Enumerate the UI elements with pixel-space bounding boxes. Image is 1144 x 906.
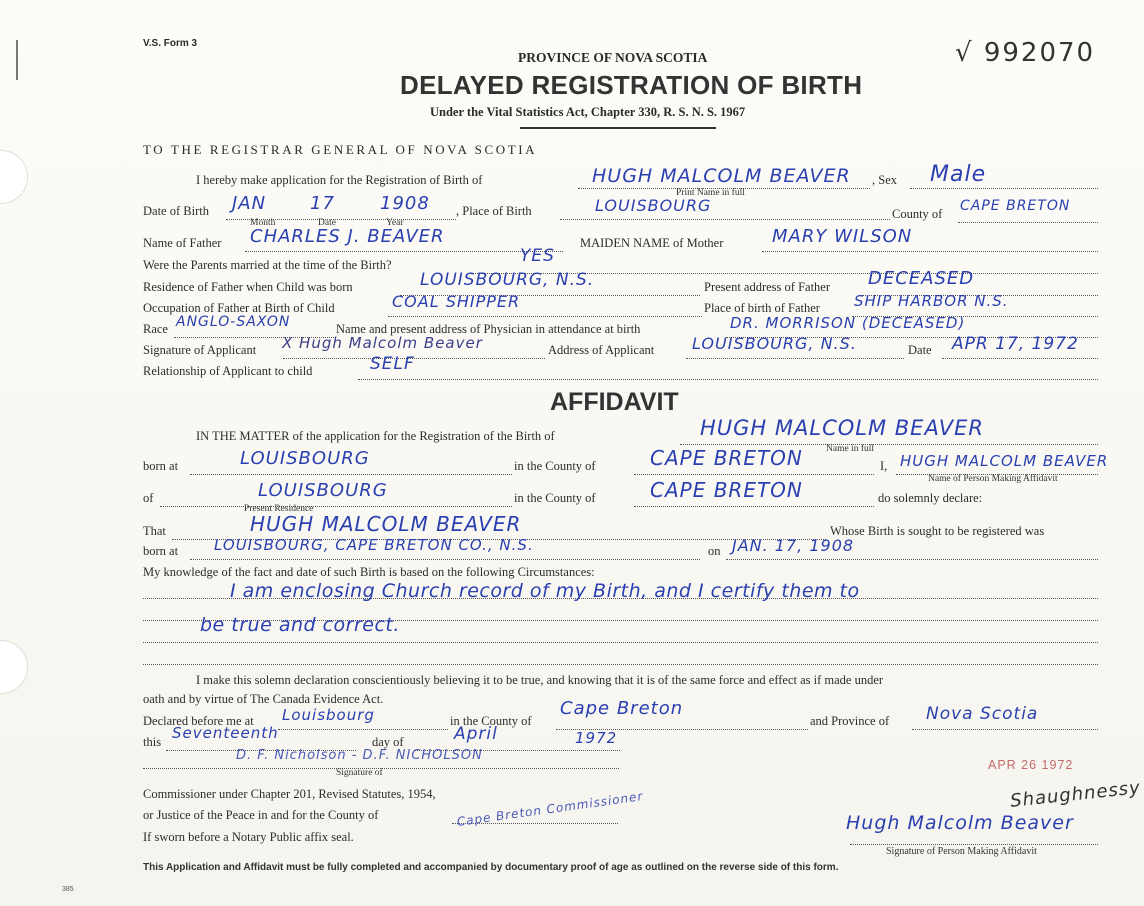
- race-label: Race: [143, 322, 168, 336]
- page-title: DELAYED REGISTRATION OF BIRTH: [400, 70, 863, 100]
- province-value: Nova Scotia: [926, 704, 1039, 724]
- on-label: on: [708, 544, 721, 558]
- name-in-full-hint: Name in full: [826, 444, 875, 454]
- year-hint: Year: [386, 218, 404, 228]
- registrar-signature: Shaughnessy: [1009, 777, 1142, 812]
- print-name-hint: Print Name in full: [676, 188, 745, 198]
- born-at-label-2: born at: [143, 544, 179, 558]
- birth-day-value: 17: [310, 193, 335, 214]
- province-heading: PROVINCE OF NOVA SCOTIA: [518, 50, 708, 65]
- born-at-label: born at: [143, 459, 179, 473]
- married-value: YES: [520, 246, 555, 266]
- residence-label: Residence of Father when Child was born: [143, 280, 353, 294]
- solemn-declaration: I make this solemn declaration conscientiously believing it to be true, and knowing that it is of the same force and effect as if made under: [196, 673, 884, 687]
- declared-place: Louisbourg: [282, 706, 375, 724]
- oath-line: oath and by virtue of The Canada Evidence Act.: [143, 692, 384, 706]
- county-value: CAPE BRETON: [960, 198, 1071, 214]
- father-value: CHARLES J. BEAVER: [250, 226, 445, 247]
- county-label: County of: [892, 207, 943, 221]
- relationship-value: SELF: [370, 354, 415, 374]
- punch-hole: [0, 150, 28, 204]
- physician-label: Name and present address of Physician in attendance at birth: [336, 322, 641, 336]
- declared-year: 1972: [575, 729, 618, 747]
- father-label: Name of Father: [143, 236, 222, 250]
- birth-year-value: 1908: [380, 193, 430, 214]
- date-value: APR 17, 1972: [952, 334, 1079, 354]
- applicant-address-label: Address of Applicant: [548, 343, 655, 357]
- subtitle: Under the Vital Statistics Act, Chapter 330, R. S. N. S. 1967: [430, 105, 746, 119]
- affiant-signature: Hugh Malcolm Beaver: [846, 812, 1074, 834]
- applicant-address-value: LOUISBOURG, N.S.: [692, 334, 857, 353]
- province-label: and Province of: [810, 714, 890, 728]
- applicant-signature: X Hugh Malcolm Beaver: [282, 334, 483, 352]
- born-at-value: LOUISBOURG: [240, 448, 370, 469]
- mother-label: MAIDEN NAME of Mother: [580, 236, 724, 250]
- county-label-1: in the County of: [514, 459, 596, 473]
- footer-note: This Application and Affidavit must be fully completed and accompanied by documentary proof of age as outlined on the reverse side of this form.: [143, 862, 839, 873]
- affiant-name-hint: Name of Person Making Affidavit: [928, 474, 1058, 484]
- affiant-name: HUGH MALCOLM BEAVER: [900, 452, 1109, 470]
- declared-day: Seventeenth: [172, 724, 279, 742]
- commissioner-label: Commissioner under Chapter 201, Revised Statutes, 1954,: [143, 787, 436, 801]
- present-residence-hint: Present Residence: [244, 504, 314, 514]
- affidavit-child-name: HUGH MALCOLM BEAVER: [700, 416, 984, 440]
- race-value: ANGLO-SAXON: [176, 314, 291, 330]
- matter-label: IN THE MATTER of the application for the Registration of the Birth of: [196, 429, 555, 443]
- sex-label: , Sex: [872, 173, 897, 187]
- place-label: , Place of Birth: [456, 204, 532, 218]
- serial-number: √ 992070: [955, 38, 1096, 68]
- margin-mark: [16, 40, 18, 80]
- commissioner-stamp: Cape Breton Commissioner: [455, 788, 645, 830]
- born-at-value-2: LOUISBOURG, CAPE BRETON CO., N.S.: [214, 536, 534, 554]
- signature-of-hint: Signature of: [336, 768, 383, 778]
- place-value: LOUISBOURG: [595, 196, 712, 215]
- applicant-signature-label: Signature of Applicant: [143, 343, 257, 357]
- that-label: That: [143, 524, 166, 538]
- affidavit-heading: AFFIDAVIT: [550, 388, 679, 416]
- relationship-label: Relationship of Applicant to child: [143, 364, 313, 378]
- dob-label: Date of Birth: [143, 204, 209, 218]
- birth-month-value: JAN: [232, 193, 267, 214]
- residence-value: LOUISBOURG, N.S.: [420, 270, 595, 290]
- intro-label: I hereby make application for the Registration of Birth of: [196, 173, 483, 187]
- sex-value: Male: [930, 162, 987, 187]
- mother-value: MARY WILSON: [772, 226, 913, 247]
- date-label: Date: [908, 343, 932, 357]
- circumstances-line-2: be true and correct.: [200, 614, 400, 636]
- day-of-label: day of: [372, 735, 404, 749]
- affiant-signature-hint: Signature of Person Making Affidavit: [886, 846, 1037, 857]
- declared-label: Declared before me at: [143, 714, 254, 728]
- whose-birth-label: Whose Birth is sought to be registered was: [830, 524, 1045, 538]
- form-number: V.S. Form 3: [143, 38, 198, 49]
- county-value-2: CAPE BRETON: [650, 478, 803, 502]
- child-name-value: HUGH MALCOLM BEAVER: [592, 165, 851, 187]
- received-date-stamp: APR 26 1972: [988, 758, 1074, 772]
- notary-label: If sworn before a Notary Public affix seal.: [143, 830, 354, 844]
- punch-hole: [0, 640, 28, 694]
- month-hint: Month: [250, 218, 276, 228]
- occupation-value: COAL SHIPPER: [392, 292, 521, 311]
- to-registrar: TO THE REGISTRAR GENERAL OF NOVA SCOTIA: [143, 142, 538, 157]
- declare-label: do solemnly declare:: [878, 491, 983, 505]
- physician-value: DR. MORRISON (DECEASED): [730, 314, 966, 332]
- this-label: this: [143, 735, 162, 749]
- circumstances-line-1: I am enclosing Church record of my Birth, and I certify them to: [230, 580, 860, 602]
- date-hint: Date: [318, 218, 336, 228]
- county-value-1: CAPE BRETON: [650, 446, 803, 470]
- present-address-value: DECEASED: [868, 268, 975, 289]
- married-label: Were the Parents married at the time of the Birth?: [143, 258, 392, 272]
- i-label: I,: [880, 459, 888, 473]
- justice-label: or Justice of the Peace in and for the County of: [143, 808, 379, 822]
- county-label-2: in the County of: [514, 491, 596, 505]
- print-code: 385: [62, 886, 74, 893]
- of-value: LOUISBOURG: [258, 480, 388, 501]
- that-value: HUGH MALCOLM BEAVER: [250, 512, 522, 536]
- declared-county-label: in the County of: [450, 714, 532, 728]
- occupation-label: Occupation of Father at Birth of Child: [143, 301, 335, 315]
- present-address-label: Present address of Father: [704, 280, 831, 294]
- on-value: JAN. 17, 1908: [732, 536, 855, 555]
- commissioner-signature: D. F. Nicholson - D.F. NICHOLSON: [236, 748, 483, 763]
- declared-county: Cape Breton: [560, 698, 684, 719]
- declared-month: April: [454, 724, 498, 744]
- father-birthplace-label: Place of birth of Father: [704, 301, 820, 315]
- knowledge-label: My knowledge of the fact and date of such Birth is based on the following Circumstances:: [143, 565, 595, 579]
- father-birthplace-value: SHIP HARBOR N.S.: [854, 292, 1009, 310]
- of-label: of: [143, 491, 154, 505]
- title-rule: [520, 127, 716, 129]
